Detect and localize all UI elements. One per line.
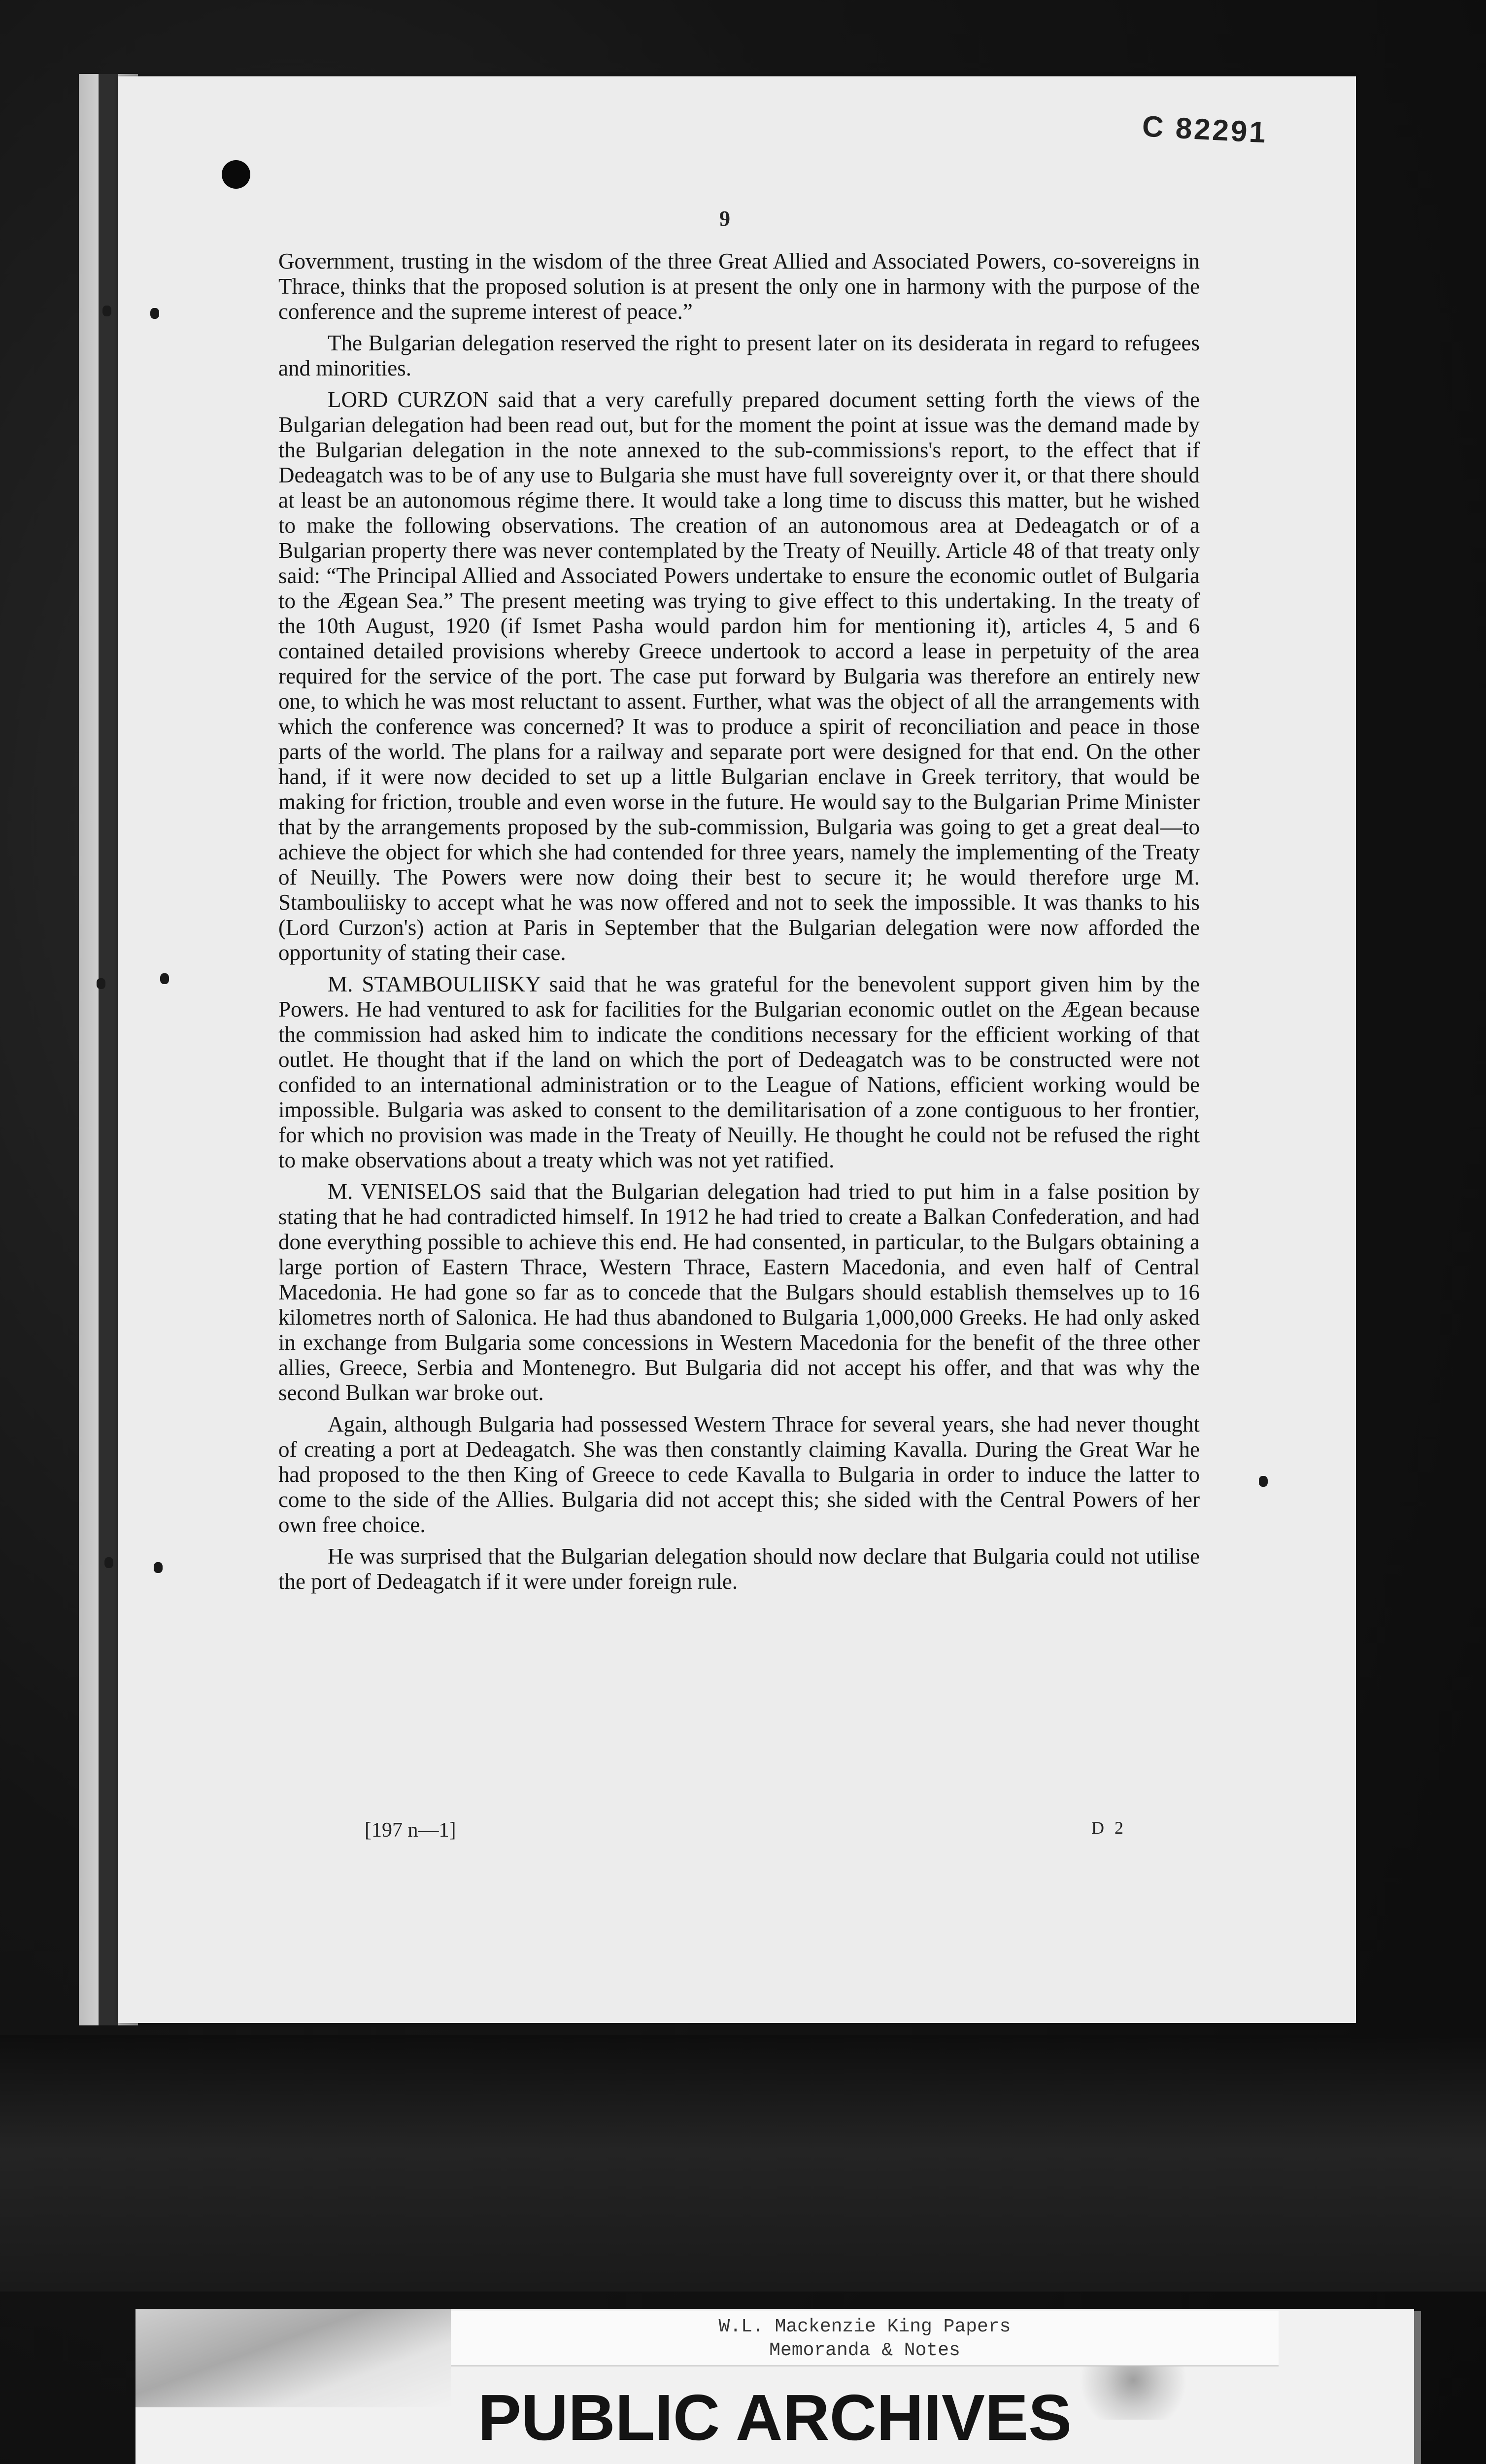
archive-title-english: PUBLIC ARCHIVES bbox=[477, 2381, 1072, 2454]
margin-mark bbox=[97, 978, 105, 989]
document-stamp-number: C 82291 bbox=[1141, 109, 1269, 149]
paragraph: LORD CURZON said that a very carefully prepared document setting forth the views of the Bulgarian delegation had been read out, but for the moment the point at issue was the demand made by the Bulgarian delegation in the note annexed to the sub-commissions's report, to the effect that if Dedeagatch was to be of any use to Bulgaria she must have full sovereignty over it, or that there should at least be an autonomous régime there. It would take a long time to discuss this matter, but he wished to make the following observations. The creation of an autonomous area at Dedeagatch or of a Bulgarian property there was never contemplated by the Treaty of Neuilly. Article 48 of that treaty only said: “The Principal Allied and Associated Powers undertake to ensure the economic outlet of Bulgaria to the Ægean Sea.” The present meeting was trying to give effect to this undertaking. In the treaty of the 10th August, 1920 (if Ismet Pasha would pardon him for mentioning it), articles 4, 5 and 6 contained detailed provisions whereby Greece undertook to accord a lease in perpetuity of the area required for the service of the port. The case put forward by Bulgaria was therefore an entirely new one, to which he was most reluctant to assent. Further, what was the object of all the arrangements with which the conference was concerned? It was to produce a spirit of reconciliation and peace in those parts of the world. The plans for a railway and separate port were designed for that end. On the other hand, if it were now decided to set up a little Bulgarian enclave in Greek territory, that would be making for friction, trouble and even worse in the future. He would say to the Bulgarian Prime Minister that by the arrangements proposed by the sub-commission, Bulgaria was going to get a great deal—to achieve the object for which she had contended for three years, namely the implementing of the Treaty of Neuilly. The Powers were now doing their best to secure it; he would therefore urge M. Stambouliisky to accept what he was now offered and not to seek the impossible. It was thanks to his (Lord Curzon's) action at Paris in September that the Bulgarian delegation were now afforded the opportunity of stating their case. bbox=[278, 387, 1200, 965]
paragraph: Again, although Bulgaria had possessed Western Thrace for several years, she had never thought of creating a port at Dedeagatch. She was then constantly claiming Kavalla. During the Great War he had proposed to the then King of Greece to cede Kavalla to Bulgaria in order to induce the latter to come to the side of the Allies. Bulgaria did not accept this; she sided with the Central Powers of her own free choice. bbox=[278, 1412, 1200, 1537]
margin-mark bbox=[1259, 1476, 1268, 1487]
scanner-background-band bbox=[0, 2035, 1486, 2292]
card-edge bbox=[1414, 2311, 1421, 2464]
paragraph: M. VENISELOS said that the Bulgarian delegation had tried to put him in a false position by stating that he had contradicted himself. In 1912 he had tried to create a Balkan Confederation, and had done everything possible to achieve this end. He had consented, in particular, to the Bulgars obtaining a large portion of Eastern Thrace, Western Thrace, Eastern Macedonia, and even half of Central Macedonia. He had gone so far as to concede that the Bulgars should establish themselves up to 16 kilometres north of Salonica. He had thus abandoned to Bulgaria 1,000,000 Greeks. He had only asked in exchange from Bulgaria some concessions in Western Macedonia for the benefit of the three other allies, Greece, Serbia and Montenegro. But Bulgaria did not accept his offer, and that was why the second Bulkan war broke out. bbox=[278, 1179, 1200, 1405]
margin-mark bbox=[102, 306, 111, 316]
underlying-page-shadow bbox=[99, 74, 118, 2025]
margin-mark bbox=[154, 1562, 163, 1573]
margin-mark bbox=[160, 973, 169, 984]
paragraph: He was surprised that the Bulgarian delegation should now declare that Bulgaria could not utilise the port of Dedeagatch if it were under foreign rule. bbox=[278, 1544, 1200, 1594]
punch-hole bbox=[222, 160, 250, 189]
paragraph: The Bulgarian delegation reserved the right to present later on its desiderata in regard to refugees and minorities. bbox=[278, 331, 1200, 380]
page-number: 9 bbox=[719, 206, 730, 231]
footer-reference: [197 n—1] bbox=[365, 1819, 456, 1842]
paragraph: Government, trusting in the wisdom of the three Great Allied and Associated Powers, co-sovereigns in Thrace, thinks that the proposed solution is at present the only one in harmony with the purpose of the conference and the supreme interest of peace.” bbox=[278, 249, 1200, 324]
body-text bbox=[278, 249, 1200, 1811]
margin-mark bbox=[150, 308, 159, 319]
footer-signature-mark: D 2 bbox=[1091, 1818, 1126, 1838]
paragraph: M. STAMBOULIISKY said that he was grateful for the benevolent support given him by the Powers. He had ventured to ask for facilities for the Bulgarian economic outlet on the Ægean because the commission had asked him to indicate the conditions necessary for the efficient working of that outlet. He thought that if the land on which the port of Dedeagatch was to be constructed were not confided to an international administration or to the League of Nations, efficient working would be impossible. Bulgaria was asked to consent to the demilitarisation of a zone contiguous to her frontier, for which no provision was made in the Treaty of Neuilly. He thought he could not be refused the right to make observations about a treaty which was not yet ratified. bbox=[278, 972, 1200, 1172]
margin-mark bbox=[104, 1557, 113, 1568]
collection-name: W.L. Mackenzie King Papers bbox=[718, 2316, 1011, 2337]
collection-series: Memoranda & Notes bbox=[769, 2340, 960, 2361]
